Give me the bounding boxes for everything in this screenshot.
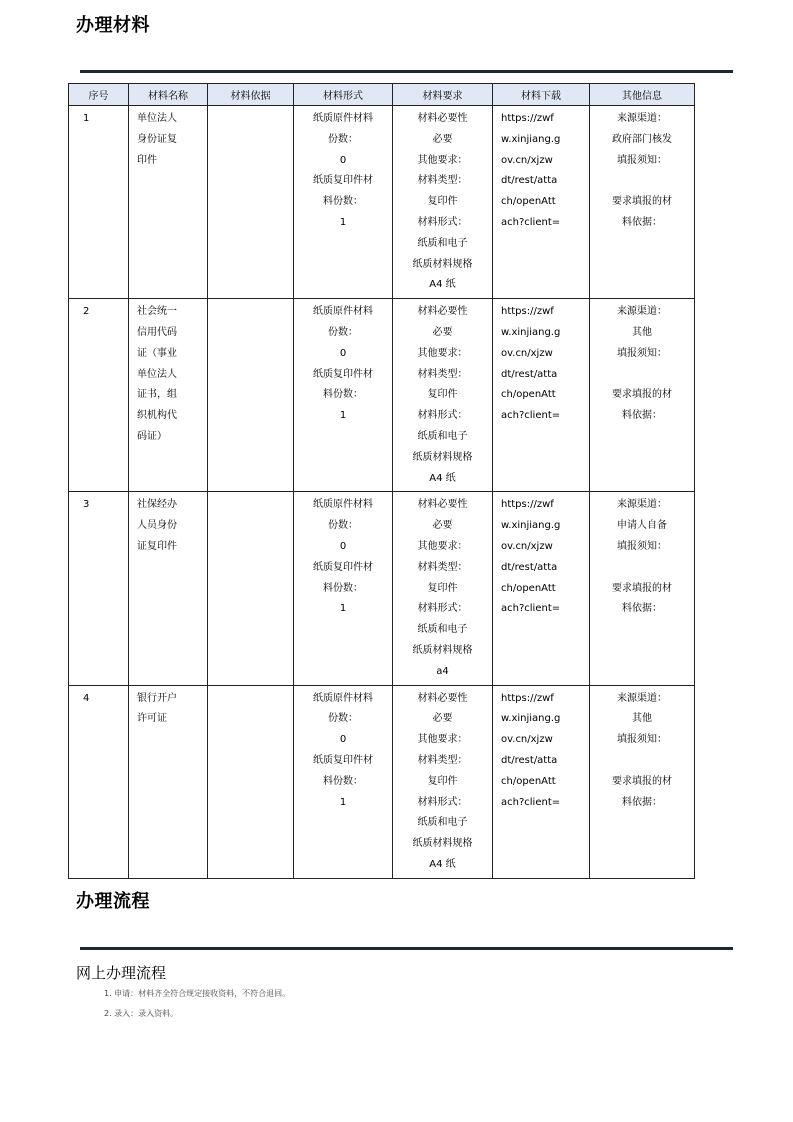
cell-line: 证书，组 [137, 389, 177, 401]
cell-line: 0 [339, 734, 347, 746]
cell-other-info [590, 685, 695, 878]
cell-material-form [294, 492, 393, 685]
cell-line: w.xinjiang.g [501, 326, 561, 338]
cell-line: ch/openAtt [501, 389, 556, 401]
cell-line: 1 [339, 216, 347, 228]
row-number: 3 [83, 499, 90, 511]
cell-line: 纸质复印件材 [313, 368, 373, 380]
cell-line: 纸质原件材料 [313, 692, 373, 704]
cell-line: 必要 [432, 326, 453, 338]
cell-line: ach?client= [501, 603, 561, 615]
cell-line: 份数： [328, 520, 358, 532]
materials-table [68, 83, 695, 879]
cell-line: dt/rest/atta [501, 368, 558, 380]
cell-line: 材料类型： [417, 175, 468, 187]
cell-line: a4 [436, 665, 449, 677]
cell-line: 信用代码 [137, 326, 177, 338]
cell-line: 份数： [328, 326, 358, 338]
cell-line: 填报须知： [617, 540, 667, 552]
cell-line: A4 纸 [429, 858, 456, 870]
table-header-row [69, 84, 695, 106]
cell-line: dt/rest/atta [501, 561, 558, 573]
cell-line: 材料必要性 [417, 113, 468, 124]
cell-line: 其他 [632, 713, 652, 725]
cell-line: 必要 [432, 713, 453, 725]
cell-line: 其他 [632, 326, 652, 338]
cell-material-basis [208, 106, 294, 299]
cell-other-info [590, 492, 695, 685]
header-cell: 材料要求 [393, 84, 493, 106]
cell-line: 材料类型： [417, 561, 468, 573]
cell-line: https://zwf [501, 306, 554, 318]
cell-material-requirements [393, 106, 493, 299]
cell-material-requirements [393, 685, 493, 878]
cell-line: ov.cn/xjzw [501, 734, 553, 746]
cell-line: 1 [339, 603, 347, 615]
cell-line: 纸质和电子 [417, 817, 468, 829]
cell-number [69, 106, 129, 299]
header-cell: 序号 [69, 84, 129, 106]
cell-line: 其他要求： [417, 154, 468, 166]
header-cell: 材料依据 [208, 84, 294, 106]
cell-material-download [493, 492, 590, 685]
cell-line: 要求填报的材 [612, 389, 672, 401]
cell-line: 纸质和电子 [417, 624, 468, 636]
cell-line: 纸质材料规格 [412, 451, 473, 463]
cell-line: 必要 [432, 133, 453, 145]
cell-line: 材料形式： [417, 216, 468, 228]
table-row [69, 106, 695, 299]
cell-line: 材料形式： [417, 796, 468, 808]
materials-section-title: 办理材料 [76, 15, 150, 36]
cell-line: 纸质原件材料 [313, 306, 373, 318]
cell-line: https://zwf [501, 499, 554, 511]
cell-number [69, 299, 129, 492]
row-number: 4 [83, 692, 90, 704]
cell-line: 填报须知： [617, 154, 667, 166]
cell-line: w.xinjiang.g [501, 133, 561, 145]
cell-material-requirements [393, 299, 493, 492]
cell-line: 1 [339, 410, 347, 422]
cell-line: 社会统一 [137, 306, 177, 318]
cell-line: 0 [339, 347, 347, 359]
header-cell: 材料下载 [493, 84, 590, 106]
cell-line: 份数： [328, 133, 358, 145]
cell-line: 证（事业 [137, 347, 177, 359]
cell-line: 要求填报的材 [612, 582, 672, 594]
row-number: 1 [83, 113, 90, 124]
cell-line: 纸质复印件材 [313, 175, 373, 187]
cell-line: dt/rest/atta [501, 175, 558, 187]
cell-line: 单位法人 [137, 113, 177, 124]
header-cell: 材料形式 [294, 84, 393, 106]
cell-line: 要求填报的材 [612, 775, 672, 787]
cell-line: 证复印件 [137, 540, 177, 552]
cell-line: 纸质原件材料 [313, 499, 373, 511]
cell-line: dt/rest/atta [501, 754, 558, 766]
cell-line: ov.cn/xjzw [501, 540, 553, 552]
cell-line: 纸质材料规格 [412, 644, 473, 656]
cell-material-basis [208, 492, 294, 685]
cell-line: ach?client= [501, 410, 561, 422]
cell-line: ch/openAtt [501, 775, 556, 787]
cell-line: 料依据： [622, 410, 662, 422]
cell-line: 料依据： [622, 603, 662, 615]
cell-line: 0 [339, 540, 347, 552]
cell-line: 印件 [137, 154, 157, 166]
cell-line: 来源渠道： [617, 692, 667, 704]
cell-line: ov.cn/xjzw [501, 154, 553, 166]
cell-line: 其他要求： [417, 347, 468, 359]
row-number: 2 [83, 306, 90, 318]
cell-line: 政府部门核发 [612, 133, 672, 145]
online-process-subtitle: 网上办理流程 [76, 964, 167, 982]
cell-line: 料份数： [323, 775, 363, 787]
cell-line: 料份数： [323, 582, 363, 594]
cell-line [592, 171, 692, 192]
cell-material-download [493, 299, 590, 492]
table-row [69, 492, 695, 685]
cell-line: 复印件 [427, 775, 458, 787]
table-row [69, 299, 695, 492]
process-step: 1. 申请：材料齐全符合规定接收资料，不符合退回。 [104, 989, 291, 998]
cell-line: 人员身份 [137, 520, 177, 532]
cell-line: 复印件 [427, 582, 458, 594]
cell-line: ch/openAtt [501, 582, 556, 594]
cell-line: 来源渠道： [617, 113, 667, 124]
cell-other-info [590, 299, 695, 492]
cell-line: 0 [339, 154, 347, 166]
cell-material-basis [208, 299, 294, 492]
cell-line: 纸质和电子 [417, 430, 468, 442]
cell-line: 料依据： [622, 796, 662, 808]
cell-material-form [294, 106, 393, 299]
cell-line: 料依据： [622, 216, 662, 228]
cell-line: 材料形式： [417, 410, 468, 422]
cell-number [69, 685, 129, 878]
cell-material-download [493, 106, 590, 299]
cell-line: 码证） [137, 430, 167, 442]
cell-line: https://zwf [501, 692, 554, 704]
cell-line: 其他要求： [417, 734, 468, 746]
cell-line: https://zwf [501, 113, 554, 124]
cell-line: 银行开户 [137, 692, 177, 704]
cell-line: 其他要求： [417, 540, 468, 552]
cell-material-name [129, 685, 208, 878]
cell-line: 必要 [432, 520, 453, 532]
cell-line: 材料必要性 [417, 692, 468, 704]
cell-line: 份数： [328, 713, 358, 725]
cell-material-name [129, 106, 208, 299]
cell-line: 1 [339, 796, 347, 808]
cell-material-form [294, 685, 393, 878]
cell-material-name [129, 492, 208, 685]
process-step: 2. 录入：录入资料。 [104, 1009, 179, 1018]
cell-line: 纸质原件材料 [313, 113, 373, 124]
cell-material-requirements [393, 492, 493, 685]
cell-number [69, 492, 129, 685]
cell-line: w.xinjiang.g [501, 713, 561, 725]
cell-line: 填报须知： [617, 734, 667, 746]
table-body [69, 106, 695, 879]
cell-line: w.xinjiang.g [501, 520, 561, 532]
cell-other-info [590, 106, 695, 299]
cell-line: 料份数： [323, 196, 363, 208]
process-section-title: 办理流程 [76, 891, 150, 912]
cell-line [592, 751, 692, 772]
cell-line: 材料类型： [417, 754, 468, 766]
cell-line: 来源渠道： [617, 499, 667, 511]
cell-line: 纸质材料规格 [412, 838, 473, 850]
cell-material-basis [208, 685, 294, 878]
cell-line: 身份证复 [137, 133, 177, 145]
cell-line: A4 纸 [429, 472, 456, 484]
cell-line [592, 558, 692, 579]
cell-line: 复印件 [427, 389, 458, 401]
cell-line: 填报须知： [617, 347, 667, 359]
cell-line: 织机构代 [137, 410, 177, 422]
cell-line: ach?client= [501, 796, 561, 808]
cell-line: 材料必要性 [417, 306, 468, 318]
cell-line: 申请人自备 [617, 520, 667, 532]
cell-line: 来源渠道： [617, 306, 667, 318]
cell-line: 纸质复印件材 [313, 754, 373, 766]
cell-line: 单位法人 [137, 368, 177, 380]
cell-line: 社保经办 [137, 499, 177, 511]
cell-line: ov.cn/xjzw [501, 347, 553, 359]
cell-line: 纸质复印件材 [313, 561, 373, 573]
cell-line: 复印件 [427, 196, 458, 208]
cell-line: A4 纸 [429, 279, 456, 291]
cell-line: 材料必要性 [417, 499, 468, 511]
header-cell: 其他信息 [590, 84, 695, 106]
cell-line: 要求填报的材 [612, 196, 672, 208]
materials-divider [80, 70, 733, 73]
process-divider [80, 947, 733, 950]
cell-line: 纸质和电子 [417, 237, 468, 249]
cell-line: 材料类型： [417, 368, 468, 380]
cell-material-download [493, 685, 590, 878]
cell-line: ach?client= [501, 216, 561, 228]
cell-line: 料份数： [323, 389, 363, 401]
cell-material-form [294, 299, 393, 492]
cell-line: 材料形式： [417, 603, 468, 615]
cell-line: 许可证 [137, 713, 167, 725]
header-cell: 材料名称 [129, 84, 208, 106]
cell-material-name [129, 299, 208, 492]
table-row [69, 685, 695, 878]
cell-line: 纸质材料规格 [412, 258, 473, 270]
cell-line: ch/openAtt [501, 196, 556, 208]
cell-line [592, 365, 692, 386]
